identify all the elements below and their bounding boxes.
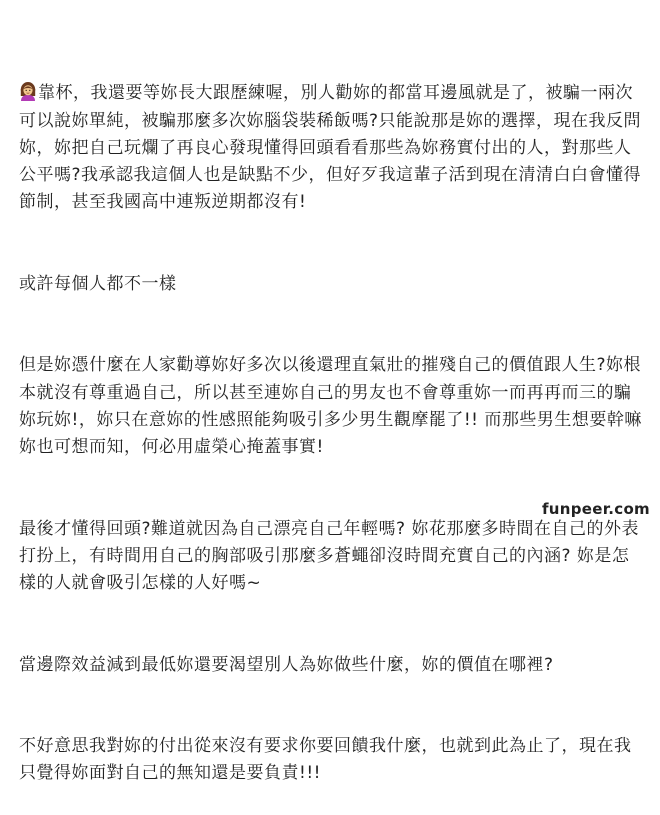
post-paragraph-3: 但是妳憑什麼在人家勸導妳好多次以後還理直氣壯的摧殘自己的價值跟人生?妳根本就沒有尊重過自己，所以甚至連妳自己的男友也不會尊重妳一而再再而三的騙妳玩妳!，妳只在意妳的性感照能夠吸引多少男生觀摩罷了!! 而那些男生想要幹嘛妳也可想而知，何必用虛榮心掩蓋事實! [19, 355, 642, 458]
woman-emoji-icon [19, 81, 37, 101]
post-paragraph-1 [19, 80, 644, 216]
post-paragraph-1-text: 靠杯，我還要等妳長大跟歷練喔，別人勸妳的都當耳邊風就是了，被騙一兩次可以說妳單純，被騙那麼多次妳腦袋裝稀飯嗎?只能說那是妳的選擇，現在我反問妳，妳把自己玩爛了再良心發現懂得回頭看看那些為妳務實付出的人，對那些人公平嗎?我承認我這個人也是缺點不少，但好歹我這輩子活到現在清清白白會懂得節制，甚至我國高中連叛逆期都沒有! [19, 83, 642, 213]
post-paragraph-4: 最後才懂得回頭?難道就因為自己漂亮自己年輕嗎? 妳花那麼多時間在自己的外表打扮上，有時間用自己的胸部吸引那麼多蒼蠅卻沒時間充實自己的內涵? 妳是怎樣的人就會吸引怎樣的人好嗎~ [19, 518, 639, 594]
site-watermark: funpeer.com [541, 500, 650, 518]
post-paragraph-6: 不好意思我對妳的付出從來沒有要求你要回饋我什麼，也就到此為止了，現在我只覺得妳面對自己的無知還是要負責!!! [19, 736, 632, 784]
post-body [19, 26, 644, 815]
post-paragraph-2: 或許每個人都不一樣 [19, 273, 177, 294]
post-paragraph-5: 當邊際效益減到最低妳還要渴望別人為妳做些什麼，妳的價值在哪裡? [19, 654, 554, 675]
